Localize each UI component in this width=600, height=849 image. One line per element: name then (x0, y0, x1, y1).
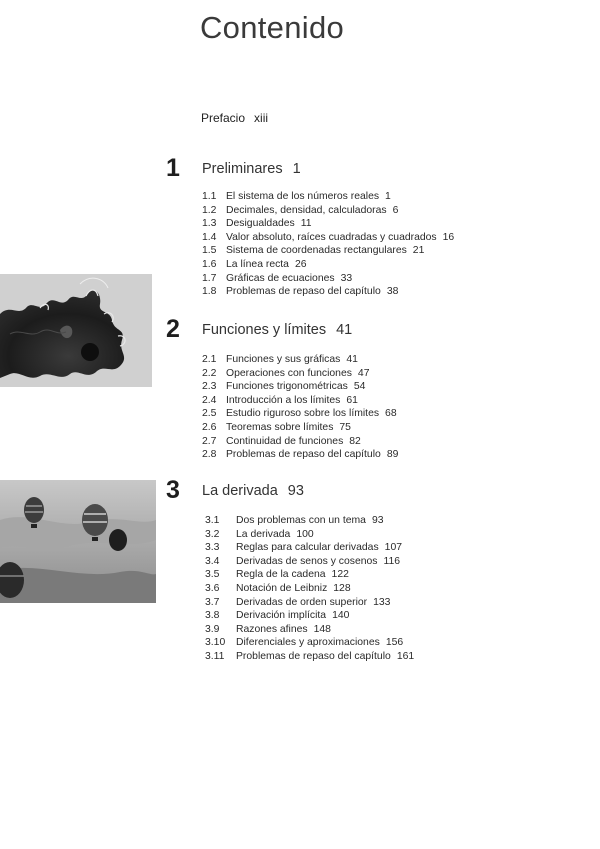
section-number: 3.9 (205, 623, 220, 635)
section-title: La derivada (236, 528, 291, 540)
section-page: 75 (339, 421, 351, 433)
chapter-title-text: Funciones y límites (202, 322, 327, 338)
section-title: Problemas de repaso del capítulo (226, 286, 381, 298)
section-number: 3.11 (205, 650, 225, 662)
section-title: Teoremas sobre límites (226, 421, 334, 433)
section-title: Gráficas de ecuaciones (226, 272, 335, 284)
preface-label: Prefacio (201, 111, 246, 125)
section-item[interactable] (205, 623, 414, 637)
section-item[interactable] (205, 582, 414, 596)
section-item[interactable] (202, 367, 398, 381)
section-item[interactable] (205, 541, 414, 555)
section-list (202, 190, 454, 299)
section-list (205, 514, 414, 664)
section-title: La línea recta (226, 258, 289, 270)
section-item[interactable] (205, 636, 414, 650)
section-number: 2.5 (202, 408, 217, 420)
section-item[interactable] (202, 380, 398, 394)
section-title: Valor absoluto, raíces cuadradas y cuadrados (226, 231, 437, 243)
section-page: 148 (313, 623, 331, 635)
section-page: 38 (386, 286, 399, 298)
chapter-number: 1 (166, 154, 180, 182)
section-number: 3.6 (205, 582, 220, 594)
section-page: 140 (332, 610, 350, 622)
chapter-page: 93 (287, 483, 304, 499)
section-page: 41 (346, 354, 358, 365)
section-page: 161 (396, 650, 415, 662)
section-title: Dos problemas con un tema (236, 515, 366, 526)
section-item[interactable] (202, 217, 454, 231)
section-number: 1.6 (202, 258, 217, 270)
section-page: 6 (392, 204, 399, 216)
section-number: 3.3 (205, 542, 220, 554)
section-page: 82 (349, 435, 361, 447)
section-number: 1.3 (202, 218, 217, 230)
preface-page: xiii (254, 111, 269, 125)
section-page: 122 (331, 569, 349, 581)
section-item[interactable] (205, 596, 414, 610)
section-number: 3.8 (205, 610, 220, 622)
section-title: Estudio riguroso sobre los límites (226, 408, 380, 420)
section-item[interactable] (202, 435, 398, 449)
section-page: 107 (384, 542, 403, 554)
section-title: Sistema de coordenadas rectangulares (226, 245, 407, 257)
section-number: 2.2 (202, 367, 217, 379)
chapter-number: 3 (166, 476, 180, 504)
page-title: Contenido (200, 10, 345, 45)
balloons-photo (0, 480, 156, 603)
section-title: Regla de la cadena (236, 569, 326, 581)
section-number: 1.8 (202, 286, 217, 298)
chapter-title-text: La derivada (202, 483, 278, 499)
section-page: 156 (385, 637, 404, 649)
section-item[interactable] (202, 231, 454, 245)
section-number: 2.1 (202, 354, 217, 365)
section-title: Razones afines (236, 623, 308, 635)
section-title: Derivación implícita (236, 610, 327, 622)
section-number: 1.2 (202, 204, 217, 216)
fractal-image (0, 274, 152, 387)
section-item[interactable] (202, 272, 454, 286)
section-number: 2.7 (202, 435, 217, 447)
section-page: 54 (353, 381, 366, 393)
section-number: 2.4 (202, 394, 217, 406)
section-number: 3.1 (205, 515, 220, 526)
section-title: Introducción a los límites (226, 394, 341, 406)
section-item[interactable] (202, 244, 454, 258)
section-title: Diferenciales y aproximaciones (236, 637, 380, 649)
section-number: 3.4 (205, 555, 220, 567)
section-item[interactable] (202, 448, 398, 462)
section-title: Problemas de repaso del capítulo (236, 650, 391, 662)
section-page: 116 (383, 555, 401, 567)
section-title: Desigualdades (226, 218, 295, 230)
section-page: 11 (300, 218, 312, 230)
chapter-title-text: Preliminares (202, 161, 283, 177)
section-item[interactable] (202, 353, 398, 367)
section-page: 61 (346, 394, 358, 406)
section-item[interactable] (205, 568, 414, 582)
section-title: Problemas de repaso del capítulo (226, 449, 381, 461)
chapter-title[interactable] (202, 161, 301, 177)
section-number: 1.5 (202, 245, 217, 257)
section-title: Continuidad de funciones (226, 435, 344, 447)
section-title: Operaciones con funciones (226, 367, 352, 379)
section-item[interactable] (202, 407, 398, 421)
section-list (202, 353, 398, 462)
section-page: 89 (386, 449, 399, 461)
section-item[interactable] (202, 421, 398, 435)
section-page: 93 (371, 515, 384, 526)
section-page: 47 (357, 367, 370, 379)
section-page: 133 (373, 596, 391, 608)
section-number: 3.10 (205, 637, 226, 649)
section-number: 2.3 (202, 381, 217, 393)
preface-entry[interactable] (201, 111, 268, 125)
section-page: 128 (333, 582, 351, 594)
section-item[interactable] (205, 514, 414, 528)
section-title: Decimales, densidad, calculadoras (226, 204, 387, 216)
section-title: Funciones trigonométricas (226, 381, 348, 393)
section-title: Notación de Leibniz (236, 582, 328, 594)
section-item[interactable] (205, 555, 414, 569)
section-number: 3.7 (205, 596, 220, 608)
section-number: 1.7 (202, 272, 217, 284)
section-number: 2.8 (202, 449, 217, 461)
section-title: Funciones y sus gráficas (226, 354, 341, 365)
chapter-page: 1 (292, 161, 301, 177)
section-item[interactable] (202, 394, 398, 408)
section-item[interactable] (202, 204, 454, 218)
chapter-title[interactable] (202, 322, 352, 338)
section-page: 33 (340, 272, 353, 284)
section-number: 1.1 (202, 191, 217, 202)
chapter-title[interactable] (202, 483, 304, 499)
section-title: El sistema de los números reales (226, 191, 380, 202)
section-item[interactable] (205, 650, 414, 664)
chapter-number: 2 (166, 315, 180, 343)
section-item[interactable] (202, 285, 454, 299)
section-title: Reglas para calcular derivadas (236, 542, 379, 554)
section-title: Derivadas de senos y cosenos (236, 555, 378, 567)
section-item[interactable] (205, 528, 414, 542)
section-number: 1.4 (202, 231, 217, 243)
section-item[interactable] (202, 258, 454, 272)
section-page: 68 (385, 408, 397, 420)
section-page: 1 (385, 191, 391, 202)
section-item[interactable] (205, 609, 414, 623)
section-page: 100 (296, 528, 314, 540)
section-number: 3.5 (205, 569, 220, 581)
section-title: Derivadas de orden superior (236, 596, 368, 608)
section-page: 26 (294, 258, 307, 270)
section-number: 3.2 (205, 528, 220, 540)
section-item[interactable] (202, 190, 454, 204)
chapter-page: 41 (336, 322, 353, 338)
section-page: 16 (442, 231, 455, 243)
section-number: 2.6 (202, 421, 217, 433)
section-page: 21 (412, 245, 425, 257)
